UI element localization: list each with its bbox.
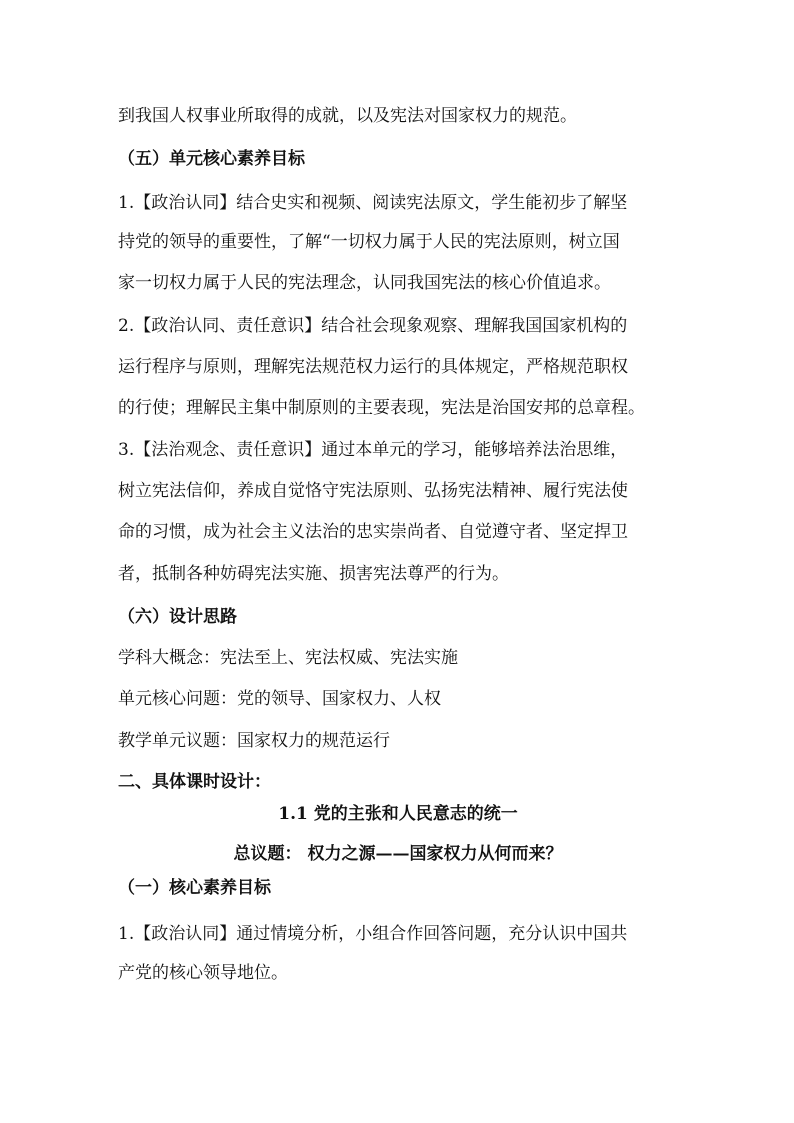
paragraph-line: 者，抵制各种妨碍宪法实施、损害宪法尊严的行为。 [118,564,509,584]
section-heading-unit-core-goals: （五）单元核心素养目标 [118,149,305,169]
lesson-main-topic: 总议题： 权力之源——国家权力从何而来？ [233,844,563,864]
paragraph-line: 3.【法治观念、责任意识】通过本单元的学习，能够培养法治思维， [118,440,628,460]
paragraph-line: 运行程序与原则，理解宪法规范权力运行的具体规定，严格规范职权 [118,357,628,377]
paragraph-line: 产党的核心领导地位。 [118,963,288,983]
paragraph-line: 1.【政治认同】结合史实和视频、阅读宪法原文，学生能初步了解坚 [118,193,628,213]
paragraph-line: 1.【政治认同】通过情境分析，小组合作回答问题，充分认识中国共 [118,924,628,944]
paragraph-line: 持党的领导的重要性，了解“一切权力属于人民的宪法原则，树立国 [118,232,620,252]
paragraph-line: 到我国人权事业所取得的成就，以及宪法对国家权力的规范。 [118,106,577,126]
section-heading-lesson-design: 二、具体课时设计： [118,772,271,792]
paragraph-line: 命的习惯，成为社会主义法治的忠实崇尚者、自觉遵守者、坚定捍卫 [118,522,628,542]
paragraph-line: 树立宪法信仰，养成自觉恪守宪法原则、弘扬宪法精神、履行宪法使 [118,481,628,501]
paragraph-line: 2.【政治认同、责任意识】结合社会现象观察、理解我国国家机构的 [118,316,628,336]
paragraph-line: 教学单元议题：国家权力的规范运行 [118,731,390,751]
paragraph-line: 的行使；理解民主集中制原则的主要表现，宪法是治国安邦的总章程。 [118,398,645,418]
section-heading-design-ideas: （六）设计思路 [118,607,237,627]
section-heading-core-literacy: （一）核心素养目标 [118,878,271,898]
paragraph-line: 学科大概念：宪法至上、宪法权威、宪法实施 [118,648,458,668]
lesson-title: 1.1 党的主张和人民意志的统一 [278,804,518,824]
paragraph-line: 单元核心问题：党的领导、国家权力、人权 [118,689,441,709]
paragraph-line: 家一切权力属于人民的宪法理念，认同我国宪法的核心价值追求。 [118,273,611,293]
